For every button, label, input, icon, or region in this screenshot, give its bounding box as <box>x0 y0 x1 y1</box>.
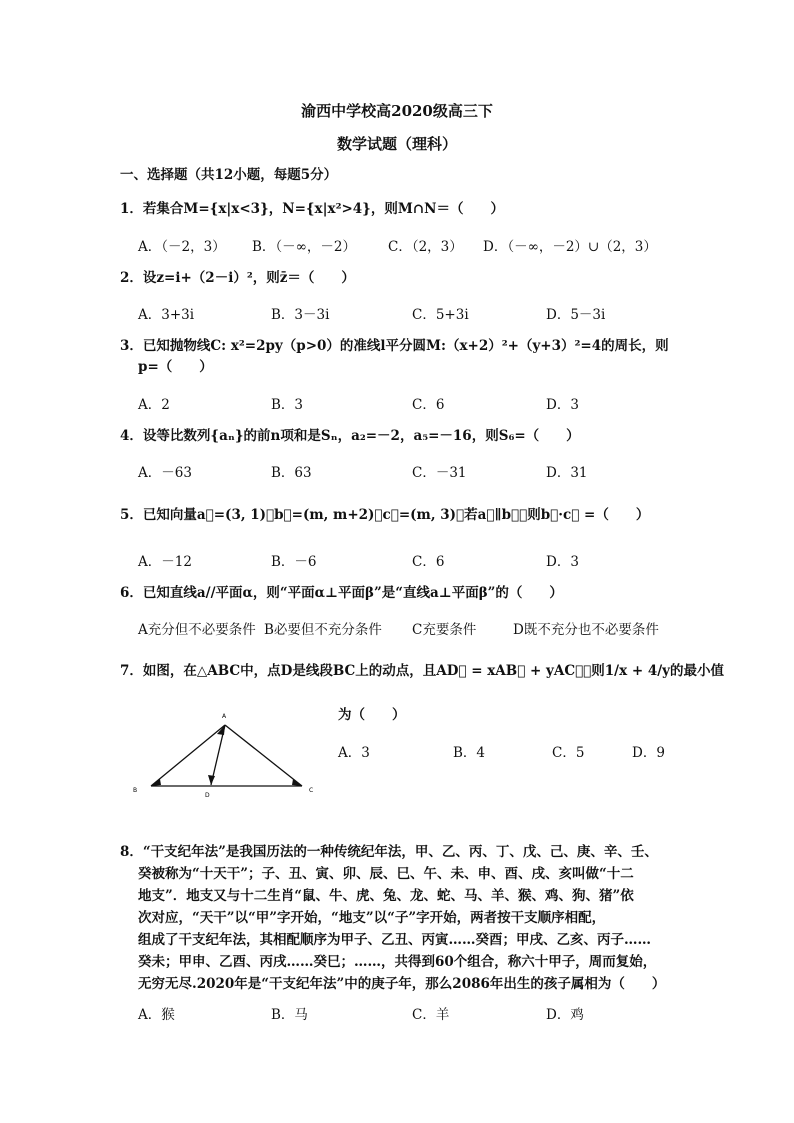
section-heading: 一、选择题（共12小题，每题5分） <box>120 167 338 183</box>
question-3-stem: 3．已知抛物线C: x²=2py（p>0）的准线l平分圆M:（x+2）²+（y+3）²=4的周长，则 <box>120 338 669 354</box>
question-5-stem: 5．已知向量a⃗=(3, 1)，b⃗=(m, m+2)，c⃗=(m, 3)，若a⃗∥b⃗，则b⃗·c⃗ =（ ） <box>120 507 650 523</box>
question-1-option-a: A．（－2，3） <box>138 239 226 255</box>
arrowhead-d <box>208 775 215 785</box>
question-7-option-d: D．9 <box>632 745 665 761</box>
question-4-option-d: D．31 <box>546 465 588 481</box>
document-title: 渝西中学校高2020级高三下 <box>301 102 493 120</box>
point-label-d: D <box>205 792 210 799</box>
question-8-stem-line-3: 地支”．地支又与十二生肖“鼠、牛、虎、兔、龙、蛇、马、羊、猴、鸡、狗、猪”依 <box>138 888 634 904</box>
vertex-label-c: C <box>309 787 314 794</box>
question-8-option-d: D．鸡 <box>546 1007 584 1023</box>
question-4-option-c: C．－31 <box>412 465 467 481</box>
question-7-option-c: C．5 <box>552 745 585 761</box>
vertex-label-b: B <box>133 787 138 794</box>
question-7-stem: 7．如图，在△ABC中，点D是线段BC上的动点，且AD⃗ = xAB⃗ + yAC⃗，则1/x + 4/y的最小值 <box>120 663 725 679</box>
question-5-option-c: C．6 <box>412 554 445 570</box>
question-2-option-d: D．5－3i <box>546 307 606 323</box>
question-1-option-b: B．（－∞，－2） <box>252 239 357 255</box>
question-8-stem-line-4: 次对应，“天干”以“甲”字开始，“地支”以“子”字开始，两者按干支顺序相配， <box>138 910 606 926</box>
question-2-option-a: A．3+3i <box>138 307 195 323</box>
question-1-option-c: C．（2，3） <box>388 239 463 255</box>
question-1-stem: 1．若集合M={x|x<3}，N={x|x²>4}，则M∩N＝（ ） <box>120 201 504 217</box>
question-8-stem-line-2: 癸被称为“十天干”；子、丑、寅、卯、辰、巳、午、未、申、酉、戌、亥叫做“十二 <box>138 866 634 882</box>
question-1-option-d: D．（－∞，－2）∪（2，3） <box>483 239 657 255</box>
question-6-option-c: C充要条件 <box>412 622 477 638</box>
question-3-option-c: C．6 <box>412 397 445 413</box>
arrowhead-c <box>292 779 302 786</box>
question-7-option-a: A．3 <box>338 745 370 761</box>
question-4-stem: 4．设等比数列{aₙ}的前n项和是Sₙ，a₂=－2，a₅=－16，则S₆=（ ） <box>120 428 580 444</box>
segment-ac <box>225 725 302 786</box>
question-8-stem-line-5: 组成了干支纪年法，其相配顺序为甲子、乙丑、丙寅……癸酉；甲戌、乙亥、丙子…… <box>138 932 651 948</box>
question-3-stem-cont: p=（ ） <box>138 359 213 375</box>
question-5-option-b: B．－6 <box>271 554 317 570</box>
question-5-option-d: D．3 <box>546 554 579 570</box>
question-3-option-b: B．3 <box>271 397 304 413</box>
triangle-figure <box>125 705 325 805</box>
question-8-stem-line-6: 癸未；甲申、乙酉、丙戌……癸巳；……，共得到60个组合，称六十甲子，周而复始， <box>138 954 657 970</box>
question-2-option-b: B．3－3i <box>271 307 330 323</box>
vertex-label-a: A <box>222 713 227 720</box>
question-6-option-b: B必要但不充分条件 <box>264 622 382 638</box>
question-2-option-c: C．5+3i <box>412 307 469 323</box>
question-2-stem: 2．设z=i+（2－i）²，则z̄＝（ ） <box>120 270 355 286</box>
question-7-stem-cont: 为（ ） <box>338 707 406 723</box>
question-4-option-a: A．－63 <box>138 465 192 481</box>
question-3-option-a: A．2 <box>138 397 170 413</box>
question-6-stem: 6．已知直线a//平面α，则“平面α⊥平面β”是“直线a⊥平面β”的（ ） <box>120 585 563 601</box>
document-subtitle: 数学试题（理科） <box>336 135 457 153</box>
question-8-stem-line-1: 8．“干支纪年法”是我国历法的一种传统纪年法，甲、乙、丙、丁、戊、己、庚、辛、壬、 <box>120 844 658 860</box>
question-4-option-b: B．63 <box>271 465 312 481</box>
question-8-stem-line-7: 无穷无尽.2020年是“干支纪年法”中的庚子年，那么2086年出生的孩子属相为（ ） <box>138 976 666 992</box>
question-5-option-a: A．－12 <box>138 554 192 570</box>
arrowhead-b <box>151 779 161 786</box>
question-6-option-a: A充分但不必要条件 <box>138 622 256 638</box>
question-8-option-a: A．猴 <box>138 1007 175 1023</box>
question-8-option-b: B．马 <box>271 1007 308 1023</box>
question-7-option-b: B．4 <box>453 745 486 761</box>
question-3-option-d: D．3 <box>546 397 579 413</box>
question-8-option-c: C．羊 <box>412 1007 450 1023</box>
question-6-option-d: D既不充分也不必要条件 <box>513 622 659 638</box>
